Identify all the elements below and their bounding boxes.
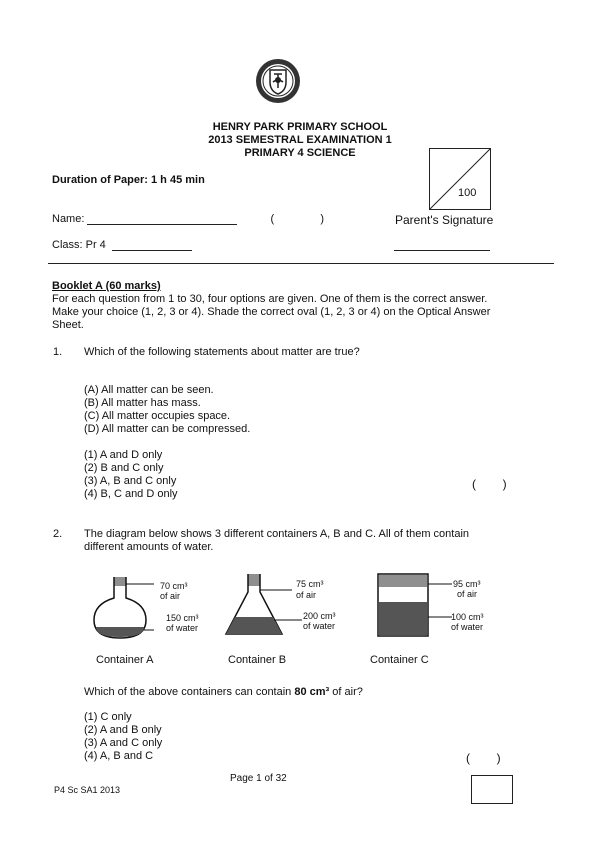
q1-choice-4[interactable]: (4) B, C and D only — [84, 488, 178, 500]
q1-answer-bracket[interactable]: ( ) — [472, 477, 507, 491]
q1-statement-a: (A) All matter can be seen. — [84, 384, 214, 396]
name-row — [52, 213, 324, 225]
marks-box — [429, 148, 491, 210]
name-paren-close: ) — [320, 213, 324, 225]
q1-statement-b: (B) All matter has mass. — [84, 397, 201, 409]
container-b-diagram — [222, 570, 352, 642]
q1-number: 1. — [53, 346, 63, 358]
marks-total: 100 — [458, 187, 477, 199]
container-c-air-value: 95 cm³ — [453, 579, 481, 589]
school-name: HENRY PARK PRIMARY SCHOOL — [212, 121, 388, 133]
q1-statement-c: (C) All matter occupies space. — [84, 410, 231, 422]
container-b-air-value: 75 cm³ — [296, 579, 324, 589]
container-a-diagram — [88, 572, 228, 642]
duration: Duration of Paper: 1 h 45 min — [52, 174, 205, 186]
booklet-title: Booklet A (60 marks) — [52, 280, 161, 292]
container-a-water-value: 150 cm³ — [166, 613, 199, 623]
q2-text-line1: The diagram below shows 3 different containers A, B and C. All of them contain — [84, 528, 470, 540]
q1-text: Which of the following statements about matter are true? — [84, 346, 360, 358]
container-a-label: Container A — [96, 654, 154, 666]
page-number: Page 1 of 32 — [230, 773, 287, 784]
exam-title: 2013 SEMESTRAL EXAMINATION 1 — [208, 134, 392, 146]
parent-signature-label: Parent's Signature — [395, 213, 494, 227]
booklet-instruction-line2: Make your choice (1, 2, 3 or 4). Shade the correct oval (1, 2, 3 or 4) on the Optical Answer — [52, 306, 491, 318]
container-c-label: Container C — [370, 654, 429, 666]
q2-choice-1[interactable]: (1) C only — [84, 711, 132, 723]
container-c-water-label: of water — [451, 622, 484, 632]
container-b-label: Container B — [228, 654, 287, 666]
q2-question — [84, 686, 363, 698]
name-label: Name: — [52, 213, 85, 225]
class-label: Class: Pr 4 — [52, 239, 106, 251]
name-paren-open: ( — [270, 213, 275, 225]
container-b-water-label: of water — [303, 621, 336, 631]
container-c-air-label: of air — [457, 589, 478, 599]
container-a-water-label: of water — [166, 623, 199, 633]
class-blank[interactable] — [112, 250, 192, 251]
container-c-diagram — [376, 572, 456, 640]
subject-title: PRIMARY 4 SCIENCE — [244, 147, 356, 159]
class-row — [52, 239, 192, 251]
q2-text-line2: different amounts of water. — [84, 541, 214, 553]
q2-number: 2. — [53, 528, 63, 540]
school-crest — [254, 56, 302, 106]
q2-choice-4[interactable]: (4) A, B and C — [84, 750, 154, 762]
q2-question-bold: 80 cm³ — [294, 686, 330, 698]
header-divider — [48, 263, 554, 264]
container-a-air-label: of air — [160, 591, 181, 601]
q2-question-pre: Which of the above containers can contain — [84, 686, 295, 698]
q2-choice-3[interactable]: (3) A and C only — [84, 737, 163, 749]
booklet-instruction-line3: Sheet. — [52, 319, 84, 331]
q2-answer-bracket[interactable]: ( ) — [466, 751, 501, 765]
signature-line[interactable] — [394, 250, 490, 251]
q1-choice-3[interactable]: (3) A, B and C only — [84, 475, 177, 487]
q1-choice-2[interactable]: (2) B and C only — [84, 462, 164, 474]
booklet-instruction-line1: For each question from 1 to 30, four options are given. One of them is the correct answer. — [52, 293, 488, 305]
q2-choice-2[interactable]: (2) A and B only — [84, 724, 162, 736]
container-b-air-label: of air — [296, 590, 317, 600]
score-box[interactable] — [471, 775, 513, 804]
name-blank[interactable] — [87, 224, 237, 225]
q2-question-post: of air? — [329, 686, 363, 698]
q1-choice-1[interactable]: (1) A and D only — [84, 449, 163, 461]
container-c-water-value: 100 cm³ — [451, 612, 484, 622]
q1-statement-d: (D) All matter can be compressed. — [84, 423, 251, 435]
marks-diagonal — [430, 149, 490, 209]
paper-code: P4 Sc SA1 2013 — [54, 785, 121, 795]
container-a-air-value: 70 cm³ — [160, 581, 188, 591]
container-b-water-value: 200 cm³ — [303, 611, 336, 621]
